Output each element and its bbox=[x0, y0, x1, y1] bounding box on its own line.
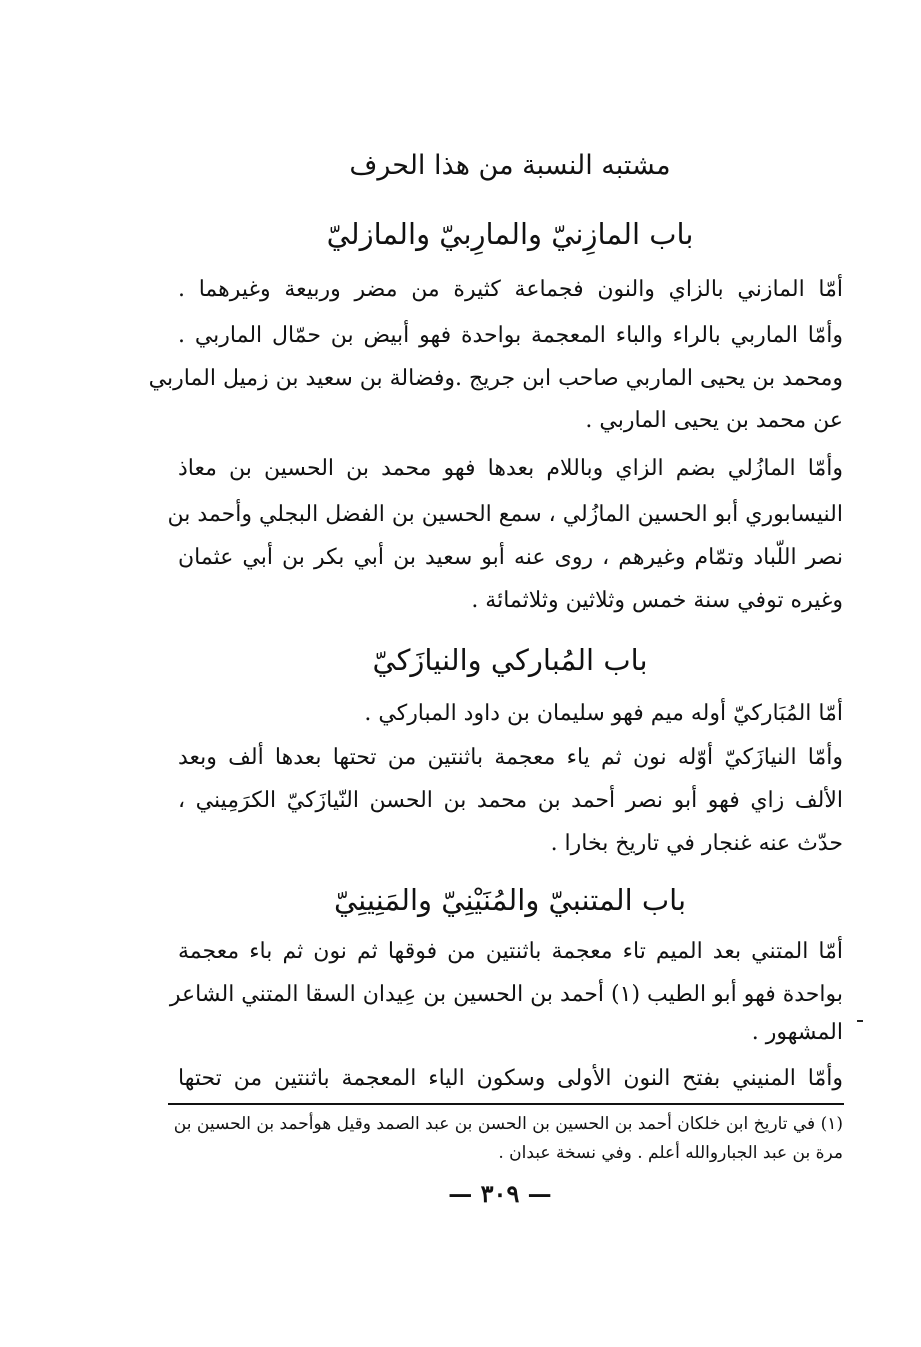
text-line: وأمّا الماربي بالراء والباء المعجمة بواحدة فهو أبيض بن حمّال الماربي . bbox=[178, 323, 843, 348]
text-line: عن محمد بن يحيى الماربي . bbox=[585, 408, 843, 433]
footnote-divider bbox=[168, 1103, 844, 1105]
chapter-heading-2: باب المُباركي والنيازَكيّ bbox=[372, 643, 648, 677]
page-number: — ٣٠٩ — bbox=[448, 1179, 552, 1208]
text-line: نصر اللّباد وتمّام وغيرهم ، روى عنه أبو سعيد بن أبي بكر بن أبي عثمان bbox=[178, 545, 843, 570]
footnote-line: (١) في تاريخ ابن خلكان أحمد بن الحسين بن الحسن بن عبد الصمد وقيل هوأحمد بن الحسين بن bbox=[173, 1114, 843, 1134]
chapter-heading-1: باب المازِنيّ والمارِبيّ والمازليّ bbox=[326, 217, 694, 251]
footnote-line: مرة بن عبد الجباروالله أعلم . وفي نسخة عبدان . bbox=[498, 1143, 843, 1163]
text-line: وأمّا المازُلي بضم الزاي وباللام بعدها فهو محمد بن الحسين بن معاذ bbox=[178, 456, 843, 481]
text-line: وأمّا المنيني بفتح النون الأولى وسكون الياء المعجمة باثنتين من تحتها bbox=[178, 1066, 843, 1091]
text-line: ومحمد بن يحيى الماربي صاحب ابن جريج .وفضالة بن سعيد بن زميل الماربي bbox=[148, 366, 843, 391]
text-line: أمّا المازني بالزاي والنون فجماعة كثيرة من مضر وربيعة وغيرهما . bbox=[178, 277, 843, 302]
text-line: حدّث عنه غنجار في تاريخ بخارا . bbox=[550, 831, 843, 856]
text-line: النيسابوري أبو الحسين المازُلي ، سمع الحسين بن الفضل البجلي وأحمد بن bbox=[167, 502, 843, 527]
text-line: وأمّا النيازَكيّ أوّله نون ثم ياء معجمة باثنتين من تحتها بعدها ألف وبعد bbox=[178, 745, 843, 770]
text-line: أمّا المتني بعد الميم تاء معجمة باثنتين من فوقها ثم نون ثم باء معجمة bbox=[178, 939, 843, 964]
margin-mark bbox=[857, 1020, 863, 1022]
text-line: بواحدة فهو أبو الطيب (١) أحمد بن الحسين بن عِيدان السقا المتني الشاعر bbox=[169, 982, 843, 1007]
section-title: مشتبه النسبة من هذا الحرف bbox=[349, 150, 671, 181]
text-line: وغيره توفي سنة خمس وثلاثين وثلاثمائة . bbox=[471, 588, 843, 613]
text-line: المشهور . bbox=[751, 1020, 843, 1045]
text-line: أمّا المُبَاركيّ أوله ميم فهو سليمان بن داود المباركي . bbox=[364, 701, 843, 726]
chapter-heading-3: باب المتنبيّ والمُنَيْنِيّ والمَنِينِيّ bbox=[333, 883, 687, 917]
text-line: الألف زاي فهو أبو نصر أحمد بن محمد بن الحسن النّيازَكيّ الكرَمِيني ، bbox=[178, 788, 843, 813]
